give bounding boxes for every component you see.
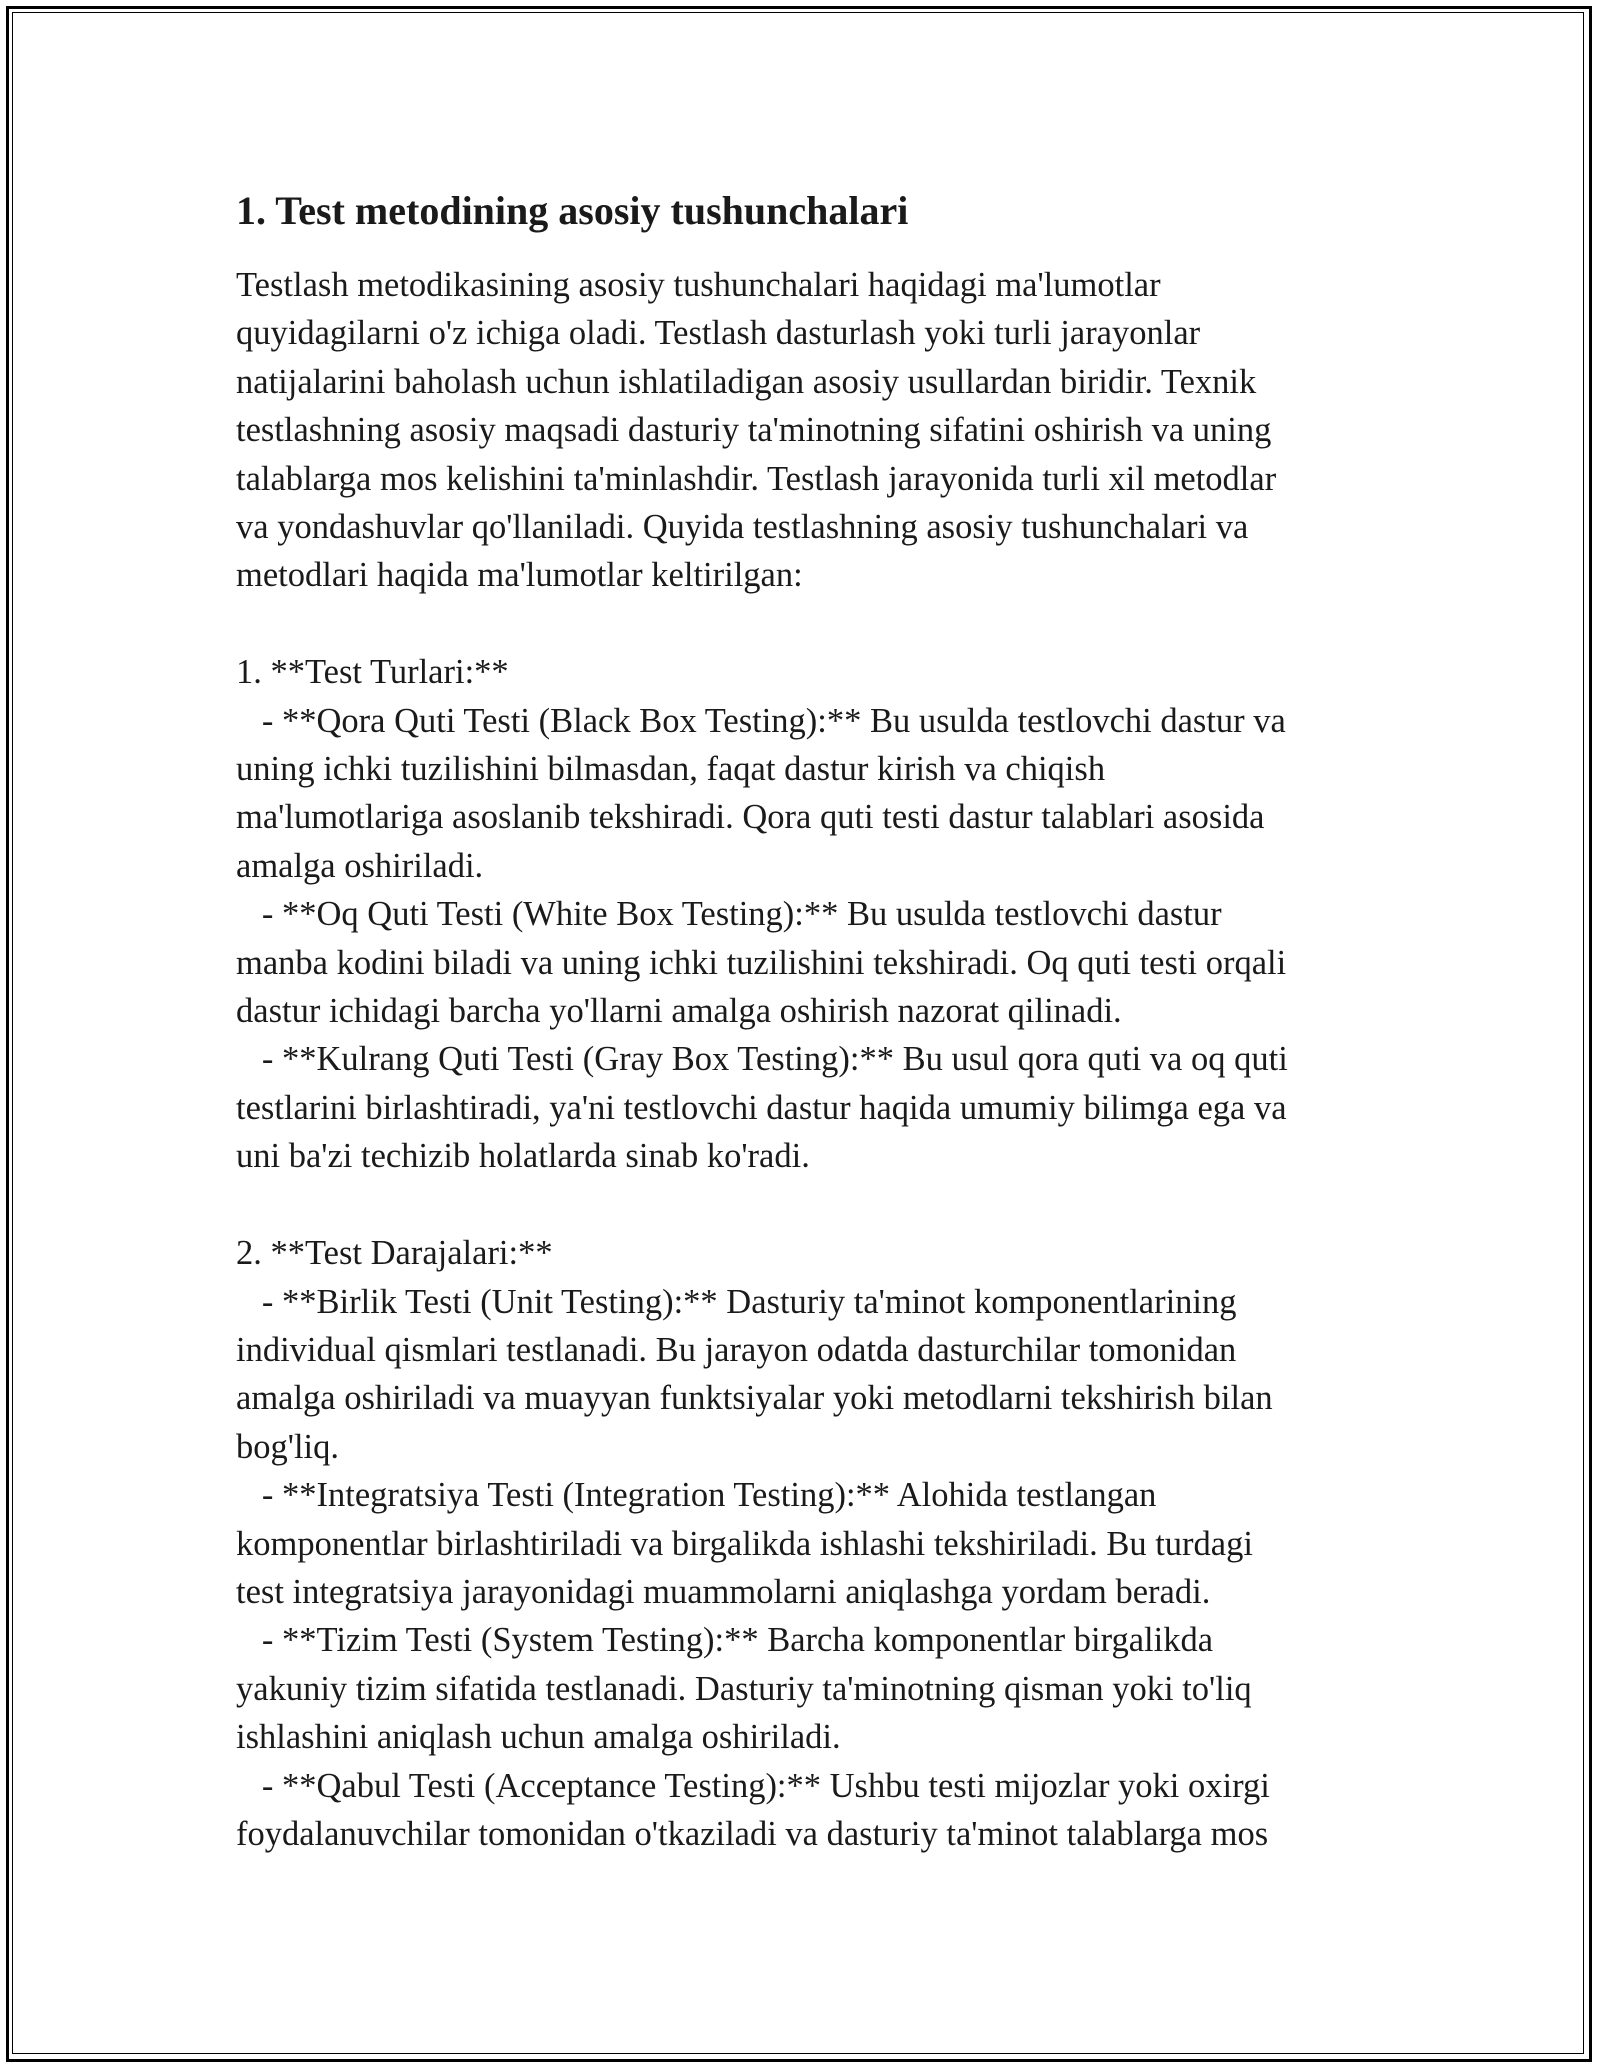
section2-line: - **Tizim Testi (System Testing):** Barcha komponentlar birgalikda xyxy=(236,1621,1214,1660)
section1-line: - **Qora Quti Testi (Black Box Testing):** Bu usulda testlovchi dastur va xyxy=(236,701,1286,740)
intro-line: natijalarini baholash uchun ishlatiladigan asosiy usullardan biridir. Texnik xyxy=(236,362,1257,401)
section2-line: foydalanuvchilar tomonidan o'tkaziladi va dasturiy ta'minot talablarga mos xyxy=(236,1814,1269,1853)
section2-line: amalga oshiriladi va muayyan funktsiyalar yoki metodlarni tekshirish bilan xyxy=(236,1379,1273,1418)
section1-line: ma'lumotlariga asoslanib tekshiradi. Qora quti testi dastur talablari asosida xyxy=(236,798,1265,837)
section2-line: - **Integratsiya Testi (Integration Testing):** Alohida testlangan xyxy=(236,1476,1157,1515)
section2-line: test integratsiya jarayonidagi muammolarni aniqlashga yordam beradi. xyxy=(236,1572,1211,1611)
section1-title: 1. **Test Turlari:** xyxy=(236,653,509,692)
section2-line: yakuniy tizim sifatida testlanadi. Dasturiy ta'minotning qisman yoki to'liq xyxy=(236,1669,1252,1708)
section1-line: uning ichki tuzilishini bilmasdan, faqat dastur kirish va chiqish xyxy=(236,750,1106,789)
intro-line: testlashning asosiy maqsadi dasturiy ta'minotning sifatini oshirish va uning xyxy=(236,411,1272,450)
section1-line: - **Kulrang Quti Testi (Gray Box Testing):** Bu usul qora quti va oq quti xyxy=(236,1040,1288,1079)
document-body xyxy=(236,261,1376,1858)
section1-line: - **Oq Quti Testi (White Box Testing):** Bu usulda testlovchi dastur xyxy=(236,895,1222,934)
section1-line: testlarini birlashtiradi, ya'ni testlovchi dastur haqida umumiy bilimga ega va xyxy=(236,1088,1287,1127)
section2-line: ishlashini aniqlash uchun amalga oshiriladi. xyxy=(236,1718,841,1757)
blank-line xyxy=(236,600,1376,648)
blank-line xyxy=(236,1181,1376,1229)
intro-line: quyidagilarni o'z ichiga oladi. Testlash dasturlash yoki turli jarayonlar xyxy=(236,314,1201,353)
section1-line: uni ba'zi techizib holatlarda sinab ko'radi. xyxy=(236,1137,810,1176)
intro-line: talablarga mos kelishini ta'minlashdir. Testlash jarayonida turli xil metodlar xyxy=(236,459,1277,498)
document-heading: 1. Test metodining asosiy tushunchalari xyxy=(236,188,909,233)
section2-line: komponentlar birlashtiriladi va birgalikda ishlashi tekshiriladi. Bu turdagi xyxy=(236,1524,1253,1563)
section1-line: manba kodini biladi va uning ichki tuzilishini tekshiradi. Oq quti testi orqali xyxy=(236,943,1287,982)
section2-line: - **Qabul Testi (Acceptance Testing):** Ushbu testi mijozlar yoki oxirgi xyxy=(236,1766,1270,1805)
intro-line: metodlari haqida ma'lumotlar keltirilgan: xyxy=(236,556,803,595)
section2-line: individual qismlari testlanadi. Bu jarayon odatda dasturchilar tomonidan xyxy=(236,1330,1237,1369)
intro-line: Testlash metodikasining asosiy tushunchalari haqidagi ma'lumotlar xyxy=(236,266,1161,304)
section1-line: amalga oshiriladi. xyxy=(236,846,484,885)
section2-line: - **Birlik Testi (Unit Testing):** Dasturiy ta'minot komponentlarining xyxy=(236,1282,1237,1321)
document-page xyxy=(236,185,1376,1858)
section2-title: 2. **Test Darajalari:** xyxy=(236,1234,553,1273)
section1-line: dastur ichidagi barcha yo'llarni amalga oshirish nazorat qilinadi. xyxy=(236,992,1122,1031)
section2-line: bog'liq. xyxy=(236,1427,340,1466)
intro-line: va yondashuvlar qo'llaniladi. Quyida testlashning asosiy tushunchalari va xyxy=(236,508,1249,547)
